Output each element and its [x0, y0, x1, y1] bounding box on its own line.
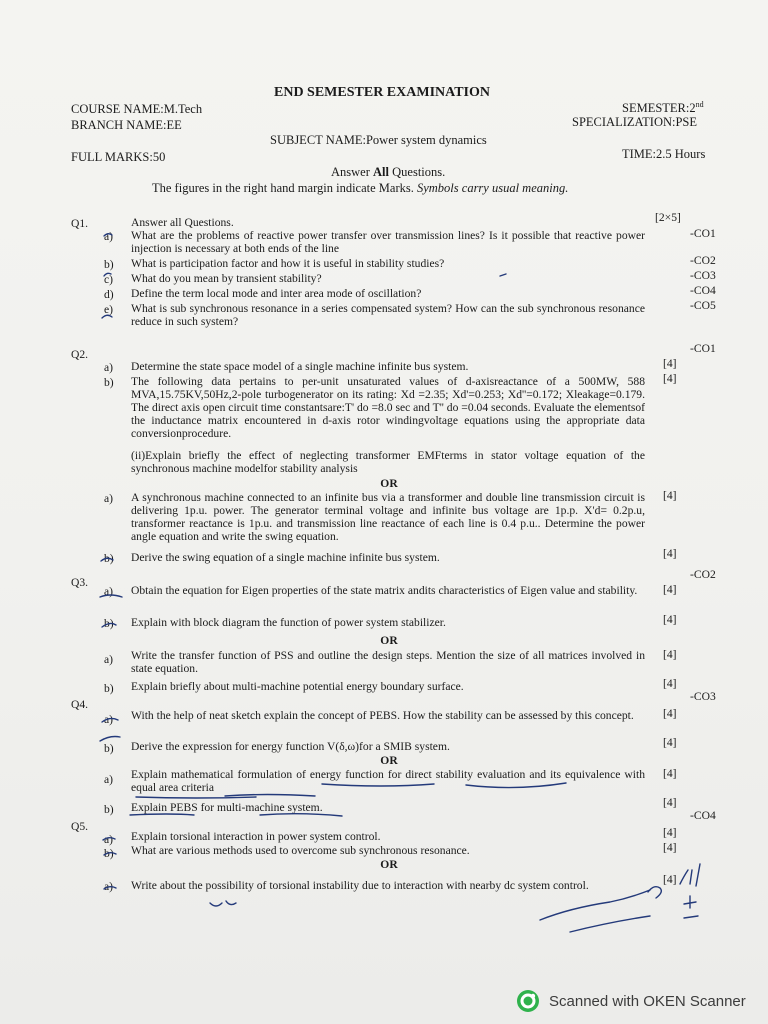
q2a-label: a) [104, 361, 114, 374]
q3a2-text: Write the transfer function of PSS and outline the design steps. Mention the size of all matrices involved in state equation. [131, 649, 645, 675]
q5a-text: Explain torsional interaction in power system control. [131, 830, 381, 843]
specialization: SPECIALIZATION:PSE [572, 115, 698, 129]
q5-or: OR [380, 858, 398, 871]
q3-or: OR [380, 634, 398, 647]
q1a-co: -CO1 [690, 227, 716, 240]
q3a2-marks: [4] [663, 648, 677, 661]
q1-heading: Answer all Questions. [131, 216, 234, 229]
instr2-main: The figures in the right hand margin indicate Marks. [152, 181, 414, 195]
semester-sup: nd [695, 100, 704, 109]
q2b-text: The following data pertains to per-unit unsaturated values of d-axisreactance of a 500MW, 588 MVA,15.75KV,50Hz,2-pole turbogenerator on its rating: Xd =2.35; Xd'=0.253; Xd''=0.172; Xleakage=0.179. The direct axis open circuit time constantsare:T' do =8.0 sec and T'' do =0.04 seconds. Evaluate the elementsof the inductance matrix encountered in d-axis rotor windingvoltage equations using the appropriate data conversionprocedure. [131, 375, 645, 440]
q5a2-text: Write about the possibility of torsional instability due to interaction with nearby dc system control. [131, 879, 589, 892]
q1d-co: -CO4 [690, 284, 716, 297]
q2-co: -CO1 [690, 342, 716, 355]
q5b-marks: [4] [663, 841, 677, 854]
q4a-marks: [4] [663, 707, 677, 720]
q3b2-label: b) [104, 682, 114, 695]
q4b-label: b) [104, 742, 114, 755]
q1d-text: Define the term local mode and inter area mode of oscillation? [131, 287, 422, 300]
q2b2-label: b) [104, 552, 114, 565]
q3a-label: a) [104, 585, 114, 598]
q5b-label: b) [104, 847, 114, 860]
q1e-label: e) [104, 303, 114, 316]
q5-number: Q5. [71, 820, 89, 833]
q1a-text: What are the problems of reactive power transfer over transmission lines? Is it possible that reactive power injection is necessary at both ends of the line [131, 229, 645, 255]
q1b-text: What is participation factor and how it is useful in stability studies? [131, 257, 445, 270]
q2b-label: b) [104, 376, 114, 389]
q3-number: Q3. [71, 576, 89, 589]
course-name: COURSE NAME:M.Tech [71, 102, 203, 116]
q4a2-text: Explain mathematical formulation of energy function for direct stability evaluation and its equivalence with equal area criteria [131, 768, 645, 794]
q3a-text: Obtain the equation for Eigen properties of the state matrix andits characteristics of Eigen value and stability. [131, 584, 638, 597]
q5a-marks: [4] [663, 826, 677, 839]
q1c-label: c) [104, 273, 114, 286]
q2a-marks: [4] [663, 357, 677, 370]
q1-number: Q1. [71, 217, 89, 230]
subject-name: SUBJECT NAME:Power system dynamics [270, 133, 487, 147]
q5a2-label: a) [104, 880, 114, 893]
exam-title: END SEMESTER EXAMINATION [274, 85, 490, 100]
q5-co: -CO4 [690, 809, 716, 822]
q3a-marks: [4] [663, 583, 677, 596]
q2a-text: Determine the state space model of a single machine infinite bus system. [131, 360, 469, 373]
q4b2-marks: [4] [663, 796, 677, 809]
q4-number: Q4. [71, 698, 89, 711]
q1c-text: What do you mean by transient stability? [131, 272, 322, 285]
q2b-text-part2: (ii)Explain briefly the effect of neglecting transformer EMFterms in stator voltage equation of the synchronous machine modelfor stability analysis [131, 449, 645, 475]
instr-post: Questions. [389, 165, 446, 179]
q5a-label: a) [104, 833, 114, 846]
instr-bold: All [373, 165, 389, 179]
q3a2-label: a) [104, 653, 114, 666]
instr-pre: Answer [331, 165, 374, 179]
q2a2-marks: [4] [663, 489, 677, 502]
q3b-text: Explain with block diagram the function of power system stabilizer. [131, 616, 446, 629]
scanner-watermark [516, 988, 746, 1014]
q4b-marks: [4] [663, 736, 677, 749]
q2-number: Q2. [71, 348, 89, 361]
q1d-label: d) [104, 288, 114, 301]
q4a-label: a) [104, 713, 114, 726]
q1e-text: What is sub synchronous resonance in a series compensated system? How can the sub synchronous resonance reduce in such system? [131, 302, 645, 328]
q2a2-label: a) [104, 492, 114, 505]
branch-name: BRANCH NAME:EE [71, 118, 182, 132]
q4b2-label: b) [104, 803, 114, 816]
oken-scanner-logo-icon [516, 989, 540, 1013]
q1b-co: -CO2 [690, 254, 716, 267]
q4b-text: Derive the expression for energy function V(δ,ω)for a SMIB system. [131, 740, 450, 753]
q1-marks: [2×5] [655, 211, 681, 224]
q2b-marks: [4] [663, 372, 677, 385]
q5b-text: What are various methods used to overcome sub synchronous resonance. [131, 844, 470, 857]
q3b-marks: [4] [663, 613, 677, 626]
q1e-co: -CO5 [690, 299, 716, 312]
exam-time: TIME:2.5 Hours [622, 147, 706, 161]
q2b2-marks: [4] [663, 547, 677, 560]
q4b2-text: Explain PEBS for multi-machine system. [131, 801, 323, 814]
scanner-watermark-label: Scanned with OKEN Scanner [549, 992, 746, 1010]
q3b-label: b) [104, 617, 114, 630]
q3b2-marks: [4] [663, 677, 677, 690]
q3-co: -CO2 [690, 568, 716, 581]
q1b-label: b) [104, 258, 114, 271]
q5a2-marks: [4] [663, 873, 677, 886]
q4a-text: With the help of neat sketch explain the concept of PEBS. How the stability can be assessed by this concept. [131, 709, 634, 722]
q3b2-text: Explain briefly about multi-machine potential energy boundary surface. [131, 680, 464, 693]
instr2-italic: Symbols carry usual meaning. [416, 181, 569, 195]
q2-or: OR [380, 477, 398, 490]
full-marks: FULL MARKS:50 [71, 150, 166, 164]
q1c-co: -CO3 [690, 269, 716, 282]
q2b2-text: Derive the swing equation of a single machine infinite bus system. [131, 551, 440, 564]
q4a2-marks: [4] [663, 767, 677, 780]
q4-or: OR [380, 754, 398, 767]
semester-text: SEMESTER:2 [622, 101, 696, 116]
q1a-label: a) [104, 230, 114, 243]
q4-co: -CO3 [690, 690, 716, 703]
q4a2-label: a) [104, 773, 114, 786]
q2a2-text: A synchronous machine connected to an infinite bus via a transformer and double line transmission circuit is delivering 1p.u. power. The generator terminal voltage and infinite bus voltage are 1p.p. X'd= 0.2p.u, transformer reactance is 1p.u. and transmission line reactance of each line is 0.4 p.u.. Determine the power angle equation and write the swing equation. [131, 491, 645, 543]
